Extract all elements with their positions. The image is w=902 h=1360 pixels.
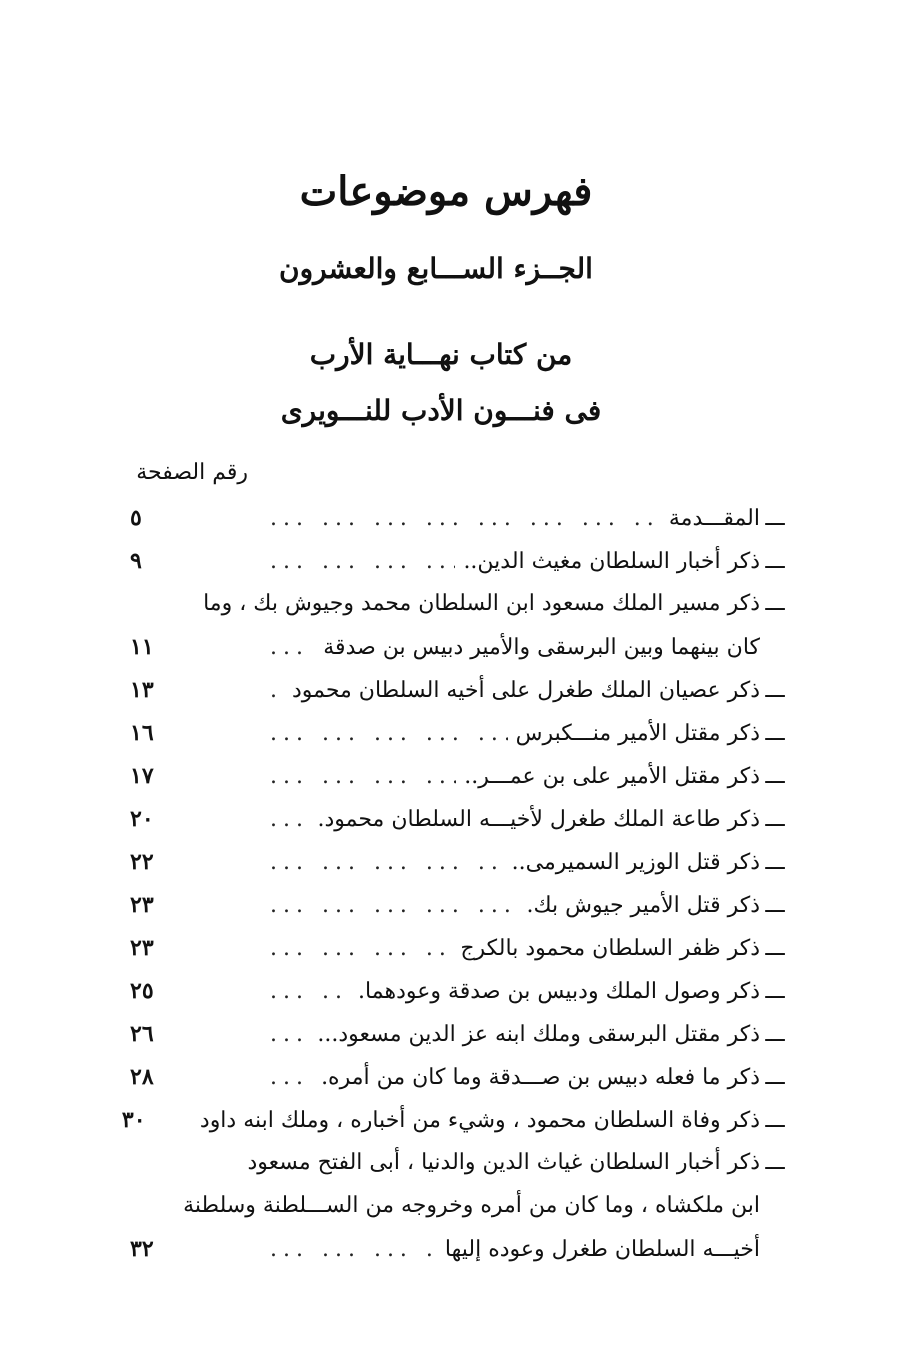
entry-dash: ـــ — [765, 591, 785, 616]
leader-dots — [200, 979, 350, 1004]
book-title-line-2: فى فنـــون الأدب للنـــويرى — [280, 394, 602, 427]
entry-page-number: ٢٦ — [130, 1021, 154, 1047]
entry-page-number: ٣٠ — [121, 1107, 146, 1133]
book-title-line-1: من كتاب نهـــاية الأرب — [309, 338, 573, 371]
entry-title: ذكر ظفر السلطان محمود بالكرج — [460, 936, 760, 961]
leader-dots — [200, 678, 284, 703]
entry-title: ذكر قتل الأمير جيوش بك. — [526, 893, 760, 918]
entry-title: ذكر قتل الوزير السميرمى.. — [511, 850, 760, 875]
entry-page-number: ١١ — [130, 634, 154, 660]
entry-page-number: ٥ — [130, 505, 142, 531]
entry-page-number: ٢٣ — [130, 935, 154, 961]
entry-title: المقـــدمة — [668, 506, 760, 531]
entry-dash: ـــ — [765, 893, 785, 918]
toc-entry — [130, 1064, 790, 1107]
entry-title: ذكر مقتل الأمير على بن عمـــر.. — [464, 764, 760, 789]
entry-dash: ـــ — [765, 1065, 785, 1090]
toc-entry — [121, 1107, 790, 1150]
leader-dots — [200, 936, 452, 961]
entry-title: كان بينهما وبين البرسقى والأمير دبيس بن صدقة — [323, 635, 760, 660]
entry-dash: ـــ — [765, 1150, 785, 1175]
leader-dots — [200, 1237, 437, 1262]
entry-title: ذكر وفاة السلطان محمود ، وشيء من أخباره ، وملك ابنه داود — [199, 1108, 760, 1133]
entry-title: ذكر أخبار السلطان غياث الدين والدنيا ، أبى الفتح مسعود — [247, 1150, 760, 1175]
toc-entry — [130, 1021, 790, 1064]
toc-entry — [130, 505, 790, 548]
entry-title: ذكر مقتل البرسقى وملك ابنه عز الدين مسعود... — [317, 1022, 760, 1047]
toc-entry — [130, 591, 790, 634]
leader-dots — [200, 893, 518, 918]
entry-dash: ـــ — [765, 678, 785, 703]
leader-dots — [200, 807, 309, 832]
entry-dash: ـــ — [765, 549, 785, 574]
toc-entry — [130, 978, 790, 1021]
entry-page-number: ٢٢ — [130, 849, 154, 875]
volume-title: الجــزء الســـابع والعشرون — [279, 252, 593, 285]
entry-title: أخيـــه السلطان طغرل وعوده إليها — [444, 1237, 760, 1262]
index-title: فهرس موضوعات — [299, 168, 593, 215]
entry-dash: ـــ — [765, 1108, 785, 1133]
entry-dash: ـــ — [765, 936, 785, 961]
entry-page-number: ٩ — [130, 548, 142, 574]
entry-page-number: ١٣ — [130, 677, 154, 703]
table-of-contents — [121, 505, 790, 1279]
entry-dash: ـــ — [765, 721, 785, 746]
toc-entry — [130, 849, 790, 892]
entry-title: ذكر مقتل الأمير منـــكبرس — [515, 721, 760, 746]
entry-page-number: ١٧ — [130, 763, 154, 789]
entry-title: ذكر أخبار السلطان مغيث الدين.. — [463, 549, 760, 574]
entry-dash: ـــ — [765, 807, 785, 832]
entry-page-number: ٣٢ — [130, 1236, 154, 1262]
leader-dots — [200, 506, 661, 531]
leader-dots — [200, 1065, 313, 1090]
toc-entry — [130, 1150, 790, 1193]
toc-entry — [130, 892, 790, 935]
toc-entry — [130, 763, 790, 806]
entry-title: ذكر طاعة الملك طغرل لأخيـــه السلطان محمود. — [317, 807, 760, 832]
entry-page-number: ٢٣ — [130, 892, 154, 918]
entry-dash: ـــ — [765, 979, 785, 1004]
entry-title: ذكر وصول الملك ودبيس بن صدقة وعودهما. — [358, 979, 760, 1004]
toc-entry — [130, 1236, 790, 1279]
entry-page-number: ١٦ — [130, 720, 154, 746]
entry-title: ابن ملكشاه ، وما كان من أمره وخروجه من الســـلطنة وسلطنة — [183, 1193, 760, 1218]
entry-page-number: ٢٨ — [130, 1064, 154, 1090]
entry-title: ذكر عصيان الملك طغرل على أخيه السلطان محمود — [291, 678, 760, 703]
leader-dots — [200, 1022, 309, 1047]
entry-dash: ـــ — [765, 1022, 785, 1047]
toc-entry — [130, 634, 790, 677]
entry-page-number: ٢٠ — [130, 806, 154, 832]
leader-dots — [200, 721, 508, 746]
entry-title: ذكر مسير الملك مسعود ابن السلطان محمد وجيوش بك ، وما — [203, 591, 760, 616]
entry-dash: ـــ — [765, 764, 785, 789]
entry-title: ذكر ما فعله دبيس بن صـــدقة وما كان من أمره. — [321, 1065, 760, 1090]
leader-dots — [200, 549, 455, 574]
entry-page-number: ٢٥ — [130, 978, 154, 1004]
page-number-column-label: رقم الصفحة — [136, 460, 248, 485]
entry-dash: ـــ — [765, 506, 785, 531]
leader-dots — [200, 635, 315, 660]
toc-entry — [130, 806, 790, 849]
toc-entry — [130, 935, 790, 978]
entry-dash: ـــ — [765, 850, 785, 875]
toc-entry — [130, 677, 790, 720]
toc-entry — [130, 1193, 790, 1236]
toc-entry — [130, 720, 790, 763]
leader-dots — [200, 764, 456, 789]
leader-dots — [200, 850, 504, 875]
toc-entry — [130, 548, 790, 591]
